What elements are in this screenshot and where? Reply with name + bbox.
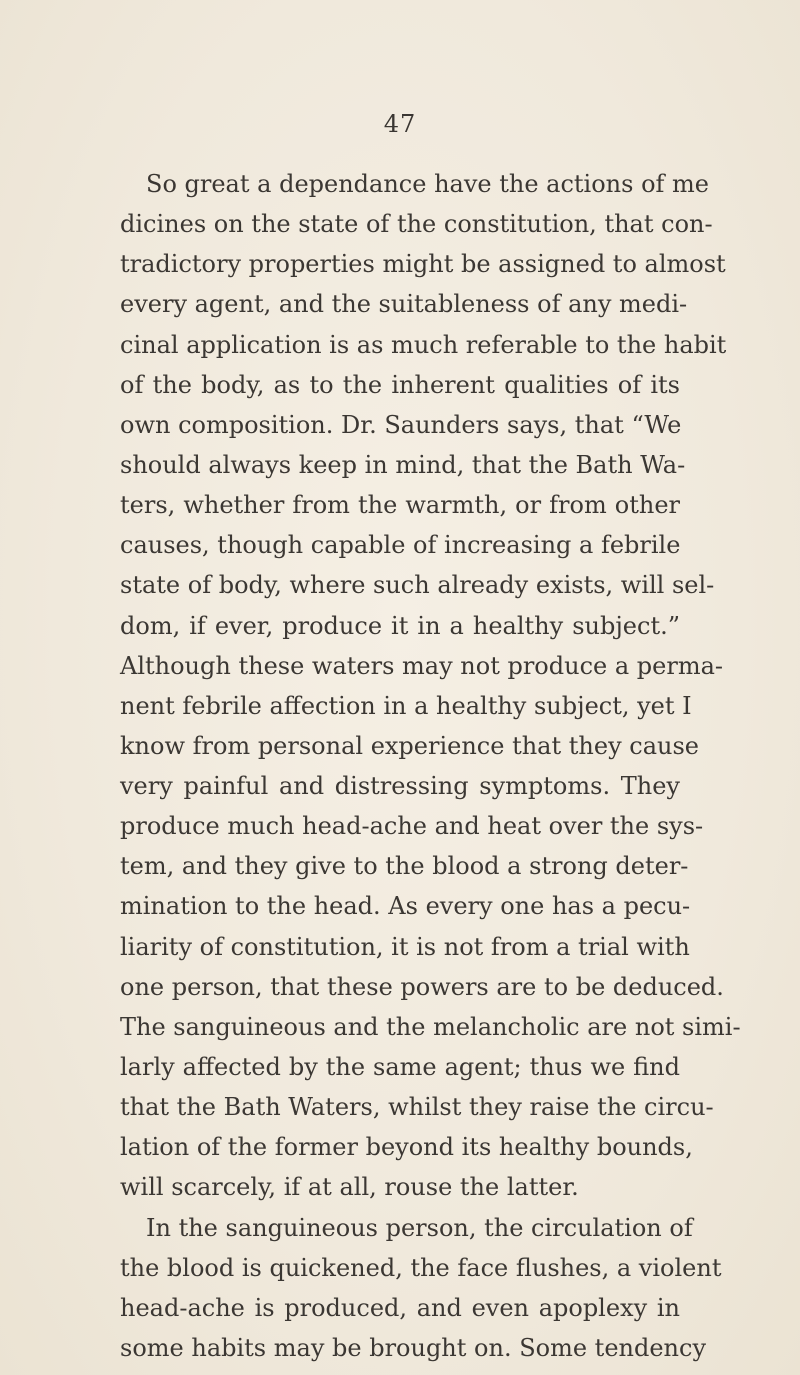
page-number: 47 [383,110,417,138]
text-line: some habits may be brought on. Some tendency [120,1334,707,1362]
text-line: tem, and they give to the blood a strong deter- [120,852,689,880]
text-line: head-ache is produced, and even apoplexy in [120,1294,680,1322]
text-line: Although these waters may not produce a perma- [120,652,723,680]
text-line: lation of the former beyond its healthy bounds, [120,1133,693,1161]
text-line: the blood is quickened, the face flushes, a violent [120,1254,722,1282]
text-line: one person, that these powers are to be deduced. [120,973,724,1001]
text-line: So great a dependance have the actions of me [146,170,710,198]
text-line: dom, if ever, produce it in a healthy subject.” [120,612,680,640]
text-line: dicines on the state of the constitution, that con- [120,210,713,238]
text-line: tradictory properties might be assigned to almost [120,250,726,278]
text-line: In the sanguineous person, the circulation of [146,1214,693,1242]
text-line: should always keep in mind, that the Bath Wa- [120,451,686,479]
text-line: will scarcely, if at all, rouse the latter. [120,1173,579,1201]
text-line: very painful and distressing symptoms. They [120,772,680,800]
text-line: mination to the head. As every one has a pecu- [120,892,691,920]
text-line: The sanguineous and the melancholic are not simi- [120,1013,741,1041]
text-line: larly affected by the same agent; thus we find [120,1053,680,1081]
text-line: of the body, as to the inherent qualities of its [120,371,680,399]
text-line: cinal application is as much referable to the habit [120,331,727,359]
text-line: every agent, and the suitableness of any medi- [120,290,688,318]
text-line: that the Bath Waters, whilst they raise the circu- [120,1093,714,1121]
text-line: know from personal experience that they cause [120,732,699,760]
text-line: liarity of constitution, it is not from a trial with [120,933,690,961]
text-line: nent febrile affection in a healthy subject, yet I [120,692,692,720]
text-line: produce much head-ache and heat over the sys- [120,812,704,840]
text-line: ters, whether from the warmth, or from other [120,491,680,519]
text-line: own composition. Dr. Saunders says, that “We [120,411,682,439]
text-line: state of body, where such already exists, will sel- [120,571,715,599]
text-line: causes, though capable of increasing a febrile [120,531,681,559]
